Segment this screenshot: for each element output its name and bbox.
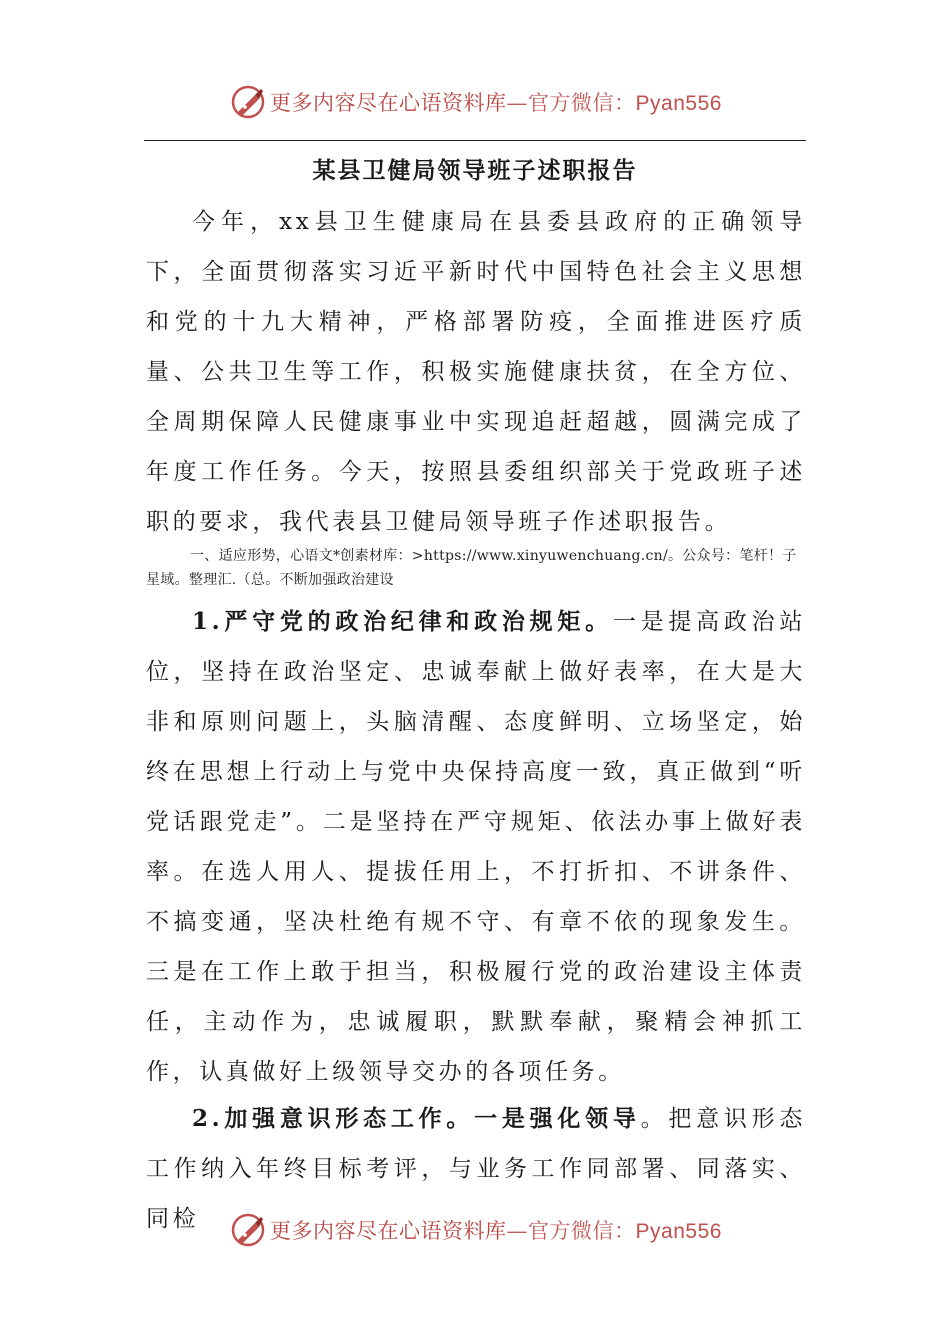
intro-text: 今年，xx县卫生健康局在县委县政府的正确领导下，全面贯彻落实习近平新时代中国特色社会主义思想和党的十九大精神，严格部署防疫，全面推进医疗质量、公共卫生等工作，积极实施健康扶贫，在全方位、全周期保障人民健康事业中实现追赶超越，圆满完成了年度工作任务。今天，按照县委组织部关于党政班子述职的要求，我代表县卫健局领导班子作述职报告。 xyxy=(146,209,806,535)
pen-nib-logo-icon xyxy=(228,82,268,122)
banner-site-name: 更多内容尽在心语资料库 xyxy=(270,1219,507,1243)
banner-text xyxy=(270,87,722,117)
intro-paragraph xyxy=(146,197,806,547)
footer-banner xyxy=(0,1210,950,1250)
banner-wechat-id: Pyan556 xyxy=(635,92,722,115)
banner-site-name: 更多内容尽在心语资料库 xyxy=(270,91,507,115)
banner-wechat-label: 官方微信： xyxy=(528,1219,636,1243)
header-banner xyxy=(0,82,950,122)
banner-text xyxy=(270,1215,722,1245)
item2-heading: 2.加强意识形态工作。一是强化领导 xyxy=(192,1105,641,1132)
section-heading-note: 一、适应形势，心语文*创素材库：>https://www.xinyuwenchuang.cn/。公众号：笔杆！子星域。整理汇.（总。不断加强政治建设 xyxy=(146,548,797,588)
item2-body: 。把意识形态工作纳入年终目标考评，与业务工作同部署、同落实、同检 xyxy=(146,1106,806,1232)
item1-paragraph xyxy=(146,597,806,1097)
document-title: 某县卫健局领导班子述职报告 xyxy=(312,157,638,184)
header-divider xyxy=(144,140,806,141)
item1-heading: 1.严守党的政治纪律和政治规矩。 xyxy=(192,608,613,635)
banner-dash: — xyxy=(506,1219,529,1243)
pen-nib-logo-icon xyxy=(228,1210,268,1250)
banner-wechat-label: 官方微信： xyxy=(528,91,636,115)
item1-body: 一是提高政治站位，坚持在政治坚定、忠诚奉献上做好表率，在大是大非和原则问题上，头脑清醒、态度鲜明、立场坚定，始终在思想上行动上与党中央保持高度一致，真正做到“听党话跟党走”。二是坚持在严守规矩、依法办事上做好表率。在选人用人、提拔任用上，不打折扣、不讲条件、不搞变通，坚决杜绝有规不守、有章不依的现象发生。三是在工作上敢于担当，积极履行党的政治建设主体责任，主动作为，忠诚履职，默默奉献，聚精会神抓工作，认真做好上级领导交办的各项任务。 xyxy=(146,609,806,1085)
banner-dash: — xyxy=(506,91,529,115)
banner-wechat-id: Pyan556 xyxy=(635,1220,722,1243)
